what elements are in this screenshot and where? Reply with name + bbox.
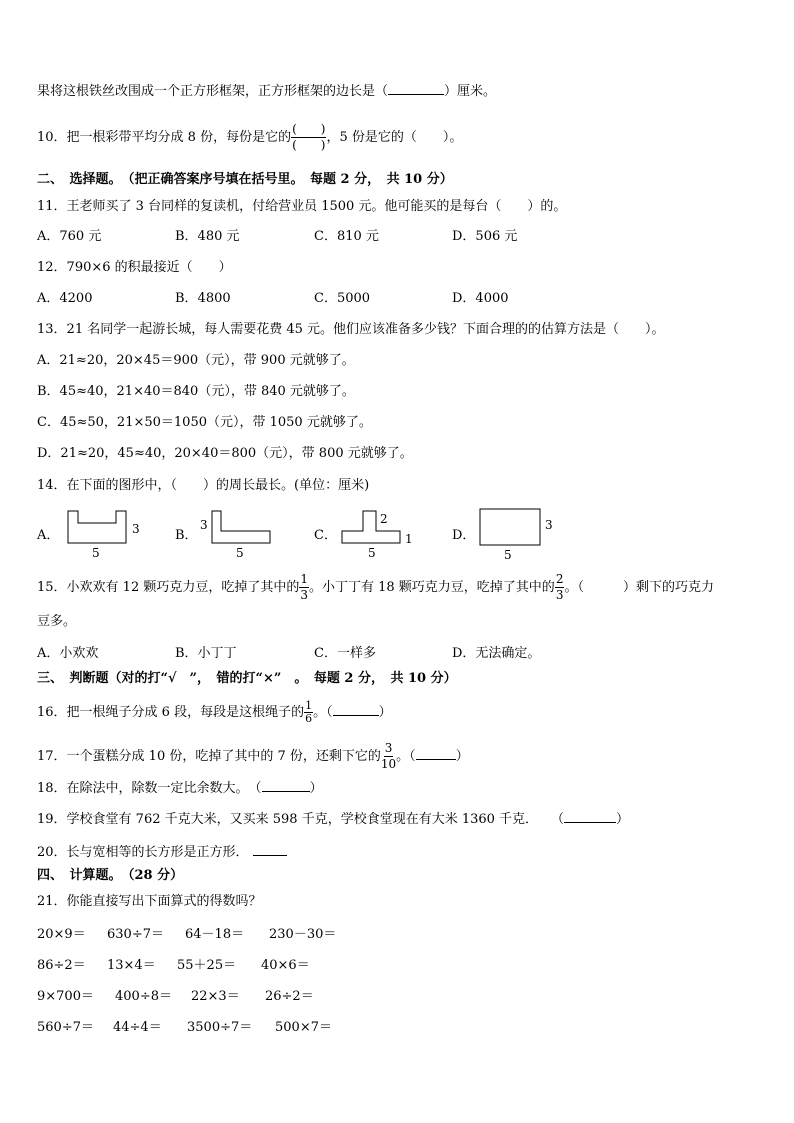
answer-blank[interactable] bbox=[388, 82, 444, 95]
shape-b-base-label: 5 bbox=[236, 546, 244, 560]
shape-b-side-label: 3 bbox=[200, 518, 208, 532]
answer-blank[interactable] bbox=[564, 810, 616, 823]
answer-blank[interactable] bbox=[253, 843, 287, 856]
calc-item[interactable]: 86÷2＝ bbox=[37, 958, 86, 973]
shape-d-side-label: 3 bbox=[545, 518, 553, 532]
answer-blank[interactable] bbox=[333, 703, 379, 716]
shape-a-base-label: 5 bbox=[92, 546, 100, 560]
q15-option-a[interactable]: A．小欢欢 bbox=[37, 646, 99, 661]
q11-option-d[interactable]: D．506 元 bbox=[452, 229, 518, 244]
q12-stem: 12．790×6 的积最接近（ ） bbox=[37, 260, 232, 275]
fraction-two-thirds: $\frac{2}{3}$ bbox=[555, 572, 564, 602]
q16: 16．把一根绳子分成 6 段，每段是这根绳子的 $\frac{1}{6}$ 。（ ） bbox=[37, 699, 392, 725]
q14-label-b[interactable]: B． bbox=[175, 528, 198, 543]
q13-option-a[interactable]: A．21≈20，20×45＝900（元），带 900 元就够了。 bbox=[37, 353, 355, 368]
q18: 18．在除法中，除数一定比余数大。 （ ） bbox=[37, 781, 323, 796]
q10: 10．把一根彩带平均分成 8 份，每份是它的 $\frac{( )}{( )}$ ，5 份是它的（ ）。 bbox=[37, 122, 463, 152]
q13-option-d[interactable]: D．21≈20，45≈40，20×40＝800（元），带 800 元就够了。 bbox=[37, 446, 413, 461]
shape-a-side-label: 3 bbox=[132, 522, 140, 536]
shape-c-top-label: 2 bbox=[380, 512, 388, 526]
q13-option-b[interactable]: B．45≈40，21×40＝840（元），带 840 元就够了。 bbox=[37, 384, 355, 399]
shape-d-base-label: 5 bbox=[504, 548, 512, 562]
shape-d bbox=[480, 509, 540, 545]
q19: 19．学校食堂有 762 千克大米，又买来 598 千克，学校食堂现在有大米 1360 千克． （ ） bbox=[37, 812, 630, 827]
q14-label-c[interactable]: C． bbox=[314, 528, 337, 543]
q20: 20．长与宽相等的长方形是正方形． bbox=[37, 843, 287, 862]
calc-item[interactable]: 500×7＝ bbox=[275, 1020, 332, 1035]
calc-item[interactable]: 13×4＝ bbox=[107, 958, 156, 973]
q15-stem: 15．小欢欢有 12 颗巧克力豆，吃掉了其中的 $\frac{1}{3}$ 。小丁丁有 18 颗巧克力豆，吃掉了其中的 $\frac{2}{3}$ 。（ ）剩下的巧克力 bbox=[37, 572, 714, 602]
answer-blank[interactable] bbox=[262, 779, 310, 792]
calc-item[interactable]: 20×9＝ bbox=[37, 927, 86, 942]
q17: 17．一个蛋糕分成 10 份，吃掉了其中的 7 份，还剩下它的 $\frac{3}{10}$ 。（ ） bbox=[37, 741, 469, 771]
q15-stem-line2: 豆多。 bbox=[37, 614, 77, 629]
fraction-three-tenths: $\frac{3}{10}$ bbox=[380, 741, 397, 771]
calc-item[interactable]: 22×3＝ bbox=[191, 989, 240, 1004]
q11-option-c[interactable]: C．810 元 bbox=[314, 229, 379, 244]
answer-blank[interactable] bbox=[416, 747, 456, 760]
calc-item[interactable]: 55＋25＝ bbox=[177, 958, 237, 973]
section-3-heading: 三、 判断题（对的打“√ ”， 错的打“×” 。 每题 2 分， 共 10 分） bbox=[37, 671, 457, 686]
section-4-heading: 四、 计算题。 （28 分） bbox=[37, 868, 184, 883]
q14-label-d[interactable]: D． bbox=[452, 528, 476, 543]
shape-c-side-label: 1 bbox=[405, 532, 413, 546]
q15-option-d[interactable]: D．无法确定。 bbox=[452, 646, 541, 661]
q11-option-a[interactable]: A．760 元 bbox=[37, 229, 102, 244]
section-2-heading: 二、 选择题。 （把正确答案序号填在括号里。 每题 2 分， 共 10 分） bbox=[37, 172, 453, 187]
q11-option-b[interactable]: B．480 元 bbox=[175, 229, 240, 244]
fraction-one-third: $\frac{1}{3}$ bbox=[300, 572, 308, 602]
shape-b bbox=[212, 511, 270, 543]
q13-stem: 13．21 名同学一起游长城，每人需要花费 45 元。他们应该准备多少钱？下面合理的的估算方法是（ ）。 bbox=[37, 322, 665, 337]
calc-item[interactable]: 44÷4＝ bbox=[113, 1020, 162, 1035]
q14-figures bbox=[30, 503, 570, 565]
q12-option-b[interactable]: B．4800 bbox=[175, 291, 231, 306]
fraction-blank[interactable]: $\frac{( )}{( )}$ bbox=[292, 122, 326, 152]
calc-item[interactable]: 26÷2＝ bbox=[265, 989, 314, 1004]
calc-item[interactable]: 630÷7＝ bbox=[107, 927, 164, 942]
calc-item[interactable]: 3500÷7＝ bbox=[187, 1020, 253, 1035]
q15-option-b[interactable]: B．小丁丁 bbox=[175, 646, 237, 661]
calc-item[interactable]: 40×6＝ bbox=[261, 958, 310, 973]
shape-c bbox=[342, 511, 400, 543]
q15-option-c[interactable]: C．一样多 bbox=[314, 646, 376, 661]
q9-tail: 果将这根铁丝改围成一个正方形框架，正方形框架的边长是（ ）厘米。 bbox=[37, 84, 497, 99]
q12-option-d[interactable]: D．4000 bbox=[452, 291, 509, 306]
calc-item[interactable]: 400÷8＝ bbox=[115, 989, 172, 1004]
q12-option-a[interactable]: A．4200 bbox=[37, 291, 93, 306]
shape-a bbox=[68, 511, 126, 543]
fraction-one-sixth: $\frac{1}{6}$ bbox=[305, 699, 313, 725]
q14-stem: 14．在下面的图形中，（ ）的周长最长。(单位：厘米) bbox=[37, 478, 370, 493]
calc-item[interactable]: 560÷7＝ bbox=[37, 1020, 94, 1035]
calc-item[interactable]: 64－18＝ bbox=[185, 927, 245, 942]
calc-item[interactable]: 9×700＝ bbox=[37, 989, 94, 1004]
calc-item[interactable]: 230－30＝ bbox=[269, 927, 337, 942]
q12-option-c[interactable]: C．5000 bbox=[314, 291, 371, 306]
q13-option-c[interactable]: C．45≈50，21×50＝1050（元），带 1050 元就够了。 bbox=[37, 415, 372, 430]
shape-c-base-label: 5 bbox=[368, 546, 376, 560]
q11-stem: 11．王老师买了 3 台同样的复读机，付给营业员 1500 元。他可能买的是每台（ ）的。 bbox=[37, 199, 567, 214]
q14-label-a[interactable]: A． bbox=[37, 528, 60, 543]
q21-stem: 21．你能直接写出下面算式的得数吗？ bbox=[37, 894, 262, 909]
